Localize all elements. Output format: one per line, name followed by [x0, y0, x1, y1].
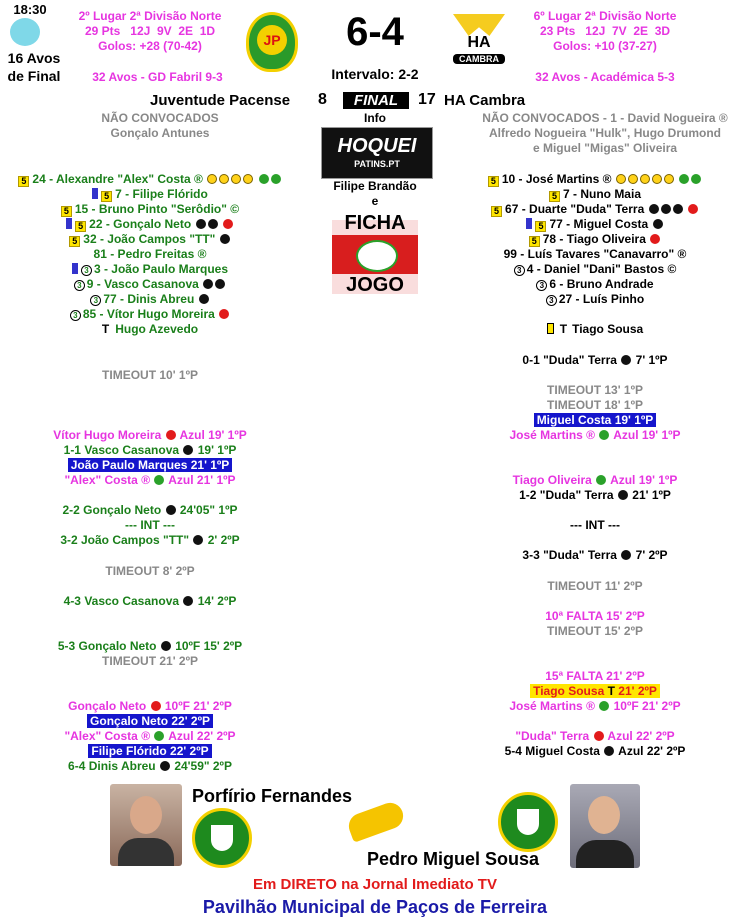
- green-card-icon: [679, 174, 689, 184]
- green-card-icon: [259, 174, 269, 184]
- red-dot-icon: [594, 731, 604, 741]
- coach-icon: T: [559, 322, 568, 336]
- player-name: 7 - Filipe Flórido: [115, 187, 208, 201]
- shield-icon: [211, 825, 233, 851]
- home-event: TIMEOUT 21' 2ºP: [102, 654, 198, 668]
- ficha-stick-icon: [356, 240, 398, 272]
- player-name: 67 - Duarte "Duda" Terra: [505, 202, 645, 216]
- home-player-85: [0, 307, 300, 322]
- home-player-22: [0, 217, 300, 232]
- player-name: 22 - Gonçalo Neto: [89, 217, 192, 231]
- player-name: 9 - Vasco Casanova: [86, 277, 199, 291]
- goal-icon: [199, 294, 209, 304]
- player-name: 4 - Daniel "Dani" Bastos ©: [526, 262, 677, 276]
- person-icon: [588, 796, 620, 834]
- away-event: Tiago Oliveira Azul 19' 1ºP: [512, 473, 678, 487]
- home-event: 1-1 Vasco Casanova 19' 1ºP: [63, 443, 237, 457]
- home-player-15: [0, 202, 300, 217]
- yellow-dot-icon: [219, 174, 229, 184]
- goal-icon: [649, 204, 659, 214]
- round-line1: 16 Avos: [7, 50, 61, 66]
- score: 6-4: [346, 10, 404, 54]
- player-name: 15 - Bruno Pinto "Serôdio" ©: [74, 202, 240, 216]
- away-player-67: [440, 202, 750, 217]
- home-goals: Golos: +28 (70-42): [98, 39, 202, 53]
- red-dot-icon: [650, 234, 660, 244]
- player-name: 77 - Miguel Costa: [549, 217, 649, 231]
- red-dot-icon: [151, 701, 161, 711]
- goal-icon: [604, 746, 614, 756]
- red-dot-icon: [219, 309, 229, 319]
- away-logo-star: [453, 14, 505, 36]
- blue-card-event: Filipe Flórido 22' 2ºP: [88, 744, 211, 758]
- home-player-77: [0, 292, 300, 307]
- away-team-name: HA Cambra: [444, 92, 526, 109]
- blue-card-event: Miguel Costa 19' 1ºP: [534, 413, 657, 427]
- live-broadcast: Em DIRETO na Jornal Imediato TV: [253, 876, 497, 893]
- home-score-total: 8: [318, 91, 327, 108]
- away-event: [440, 684, 750, 699]
- blue-card-icon: [526, 218, 532, 229]
- away-previous: 32 Avos - Académica 5-3: [535, 70, 675, 84]
- away-standing: 6º Lugar 2ª Divisão Norte: [533, 9, 677, 23]
- home-event: [0, 458, 300, 473]
- coach-icon: T: [607, 684, 615, 698]
- away-player-78: [440, 232, 750, 247]
- green-card-icon: [596, 475, 606, 485]
- away-coach: [440, 322, 750, 337]
- goal-icon: [183, 445, 193, 455]
- green-card-icon: [154, 475, 164, 485]
- player-name: 78 - Tiago Oliveira: [542, 232, 646, 246]
- blue-card-icon: [72, 263, 78, 274]
- hoquei-logo-text: HOQUEI: [337, 135, 417, 157]
- three-badge: 3: [81, 265, 92, 276]
- home-absent-title: NÃO CONVOCADOS: [101, 111, 219, 125]
- shirt-icon: [576, 840, 634, 868]
- home-event: [0, 744, 300, 759]
- goal-icon: [161, 641, 171, 651]
- player-name: 81 - Pedro Freitas ®: [93, 247, 207, 261]
- yellow-dot-icon: [207, 174, 217, 184]
- home-logo-inner: JP: [257, 25, 287, 55]
- three-badge: 3: [514, 265, 525, 276]
- player-name: 99 - Luís Tavares "Canavarro" ®: [503, 247, 687, 261]
- goal-icon: [166, 505, 176, 515]
- player-name: 77 - Dinis Abreu: [103, 292, 195, 306]
- goal-icon: [215, 279, 225, 289]
- round-line2: de Final: [7, 68, 61, 84]
- home-player-32: [0, 232, 300, 247]
- goal-icon: [621, 550, 631, 560]
- match-time: 18:30: [13, 2, 47, 17]
- referee2-badge: [498, 792, 558, 852]
- five-badge: 5: [69, 236, 80, 247]
- five-badge: 5: [488, 176, 499, 187]
- away-goals: Golos: +10 (37-27): [553, 39, 657, 53]
- goal-icon: [618, 490, 628, 500]
- blue-card-event: Gonçalo Neto 22' 2ºP: [87, 714, 213, 728]
- away-absent-line3: e Miguel "Migas" Oliveira: [532, 141, 678, 155]
- green-card-icon: [599, 701, 609, 711]
- five-badge: 5: [18, 176, 29, 187]
- home-previous: 32 Avos - GD Fabril 9-3: [92, 70, 223, 84]
- three-badge: 3: [74, 280, 85, 291]
- home-team-name: Juventude Pacense: [150, 92, 291, 109]
- away-event: "Duda" Terra Azul 22' 2ºP: [515, 729, 675, 743]
- black-dot-icon: [208, 219, 218, 229]
- red-dot-icon: [166, 430, 176, 440]
- away-event: [440, 413, 750, 428]
- home-event: 6-4 Dinis Abreu 24'59" 2ºP: [68, 759, 232, 773]
- three-badge: 3: [536, 280, 547, 291]
- goal-icon: [673, 204, 683, 214]
- three-badge: 3: [546, 295, 557, 306]
- goal-icon: [653, 219, 663, 229]
- away-player-10: [440, 172, 750, 187]
- home-event: TIMEOUT 8' 2ºP: [105, 564, 195, 578]
- away-player-7: [440, 187, 750, 202]
- away-absent-line1: NÃO CONVOCADOS - 1 - David Nogueira ®: [482, 111, 728, 125]
- five-badge: 5: [535, 221, 546, 232]
- referee2-photo: [570, 784, 640, 868]
- yellow-dot-icon: [231, 174, 241, 184]
- home-player-81: [0, 247, 300, 262]
- away-event: TIMEOUT 18' 1ºP: [547, 398, 643, 412]
- hoquei-logo-sub: PATINS.PT: [354, 159, 400, 169]
- yellow-dot-icon: [652, 174, 662, 184]
- blue-card-event: João Paulo Marques 21' 1ºP: [68, 458, 233, 472]
- away-player-77: [440, 217, 750, 232]
- green-card-icon: [691, 174, 701, 184]
- away-player-99: [440, 247, 750, 262]
- home-event: 4-3 Vasco Casanova 14' 2ºP: [63, 594, 237, 608]
- away-event: 0-1 "Duda" Terra 7' 1ºP: [522, 353, 668, 367]
- home-coach: [0, 322, 300, 337]
- three-badge: 3: [90, 295, 101, 306]
- five-badge: 5: [101, 191, 112, 202]
- five-badge: 5: [491, 206, 502, 217]
- home-event: [0, 714, 300, 729]
- away-logo-sub: CAMBRA: [453, 54, 505, 64]
- home-event: "Alex" Costa ® Azul 21' 1ºP: [64, 473, 236, 487]
- blue-card-icon: [92, 188, 98, 199]
- home-event: TIMEOUT 10' 1ºP: [102, 368, 198, 382]
- and-label: e: [371, 194, 379, 208]
- goal-icon: [193, 535, 203, 545]
- coach-icon: T: [101, 322, 110, 336]
- goal-icon: [160, 761, 170, 771]
- yellow-dot-icon: [664, 174, 674, 184]
- green-card-icon: [154, 731, 164, 741]
- black-dot-icon: [196, 219, 206, 229]
- goal-icon: [220, 234, 230, 244]
- home-event: "Alex" Costa ® Azul 22' 2ºP: [64, 729, 236, 743]
- player-name: 3 - João Paulo Marques: [93, 262, 229, 276]
- away-event: TIMEOUT 13' 1ºP: [547, 383, 643, 397]
- broadcaster-logo: [10, 18, 40, 46]
- home-standing: 2º Lugar 2ª Divisão Norte: [78, 9, 222, 23]
- green-card-icon: [599, 430, 609, 440]
- player-name: 7 - Nuno Maia: [562, 187, 641, 201]
- home-event: 5-3 Gonçalo Neto 10ºF 15' 2ºP: [57, 639, 243, 653]
- match-status: Intervalo: 2-2: [331, 66, 419, 82]
- referee2-name: Pedro Miguel Sousa: [367, 849, 540, 869]
- referee1-name: Porfírio Fernandes: [192, 786, 353, 806]
- five-badge: 5: [549, 191, 560, 202]
- yellow-card-icon: [547, 323, 554, 334]
- home-absent-names: Gonçalo Antunes: [110, 126, 210, 140]
- away-event: José Martins ® 10ºF 21' 2ºP: [509, 699, 681, 713]
- person-icon: [130, 796, 162, 834]
- away-event: 1-2 "Duda" Terra 21' 1ºP: [519, 488, 671, 502]
- home-player-7: [0, 187, 300, 202]
- player-name: Tiago Sousa: [572, 322, 644, 336]
- ficha-text: FICHA: [326, 212, 424, 235]
- five-badge: 5: [75, 221, 86, 232]
- shield-icon: [517, 809, 539, 835]
- away-player-6: [440, 277, 750, 292]
- shirt-icon: [118, 838, 174, 866]
- player-name: 32 - João Campos "TT": [83, 232, 216, 246]
- green-card-icon: [271, 174, 281, 184]
- away-event: TIMEOUT 11' 2ºP: [547, 579, 643, 593]
- hoquei-patins-logo: [321, 127, 433, 179]
- yellow-dot-icon: [628, 174, 638, 184]
- yellow-card-event: Tiago Sousa T 21' 2ºP: [530, 684, 660, 698]
- away-logo-text: HA: [467, 34, 491, 51]
- away-score-total: 17: [418, 91, 436, 108]
- yellow-dot-icon: [616, 174, 626, 184]
- player-name: 24 - Alexandre "Alex" Costa ®: [32, 172, 203, 186]
- jogo-text: JOGO: [326, 274, 424, 297]
- venue: Pavilhão Municipal de Paços de Ferreira: [202, 897, 548, 917]
- player-name: Hugo Azevedo: [115, 322, 199, 336]
- away-event: 3-3 "Duda" Terra 7' 2ºP: [522, 548, 668, 562]
- home-event: Vítor Hugo Moreira Azul 19' 1ºP: [53, 428, 247, 442]
- five-badge: 5: [61, 206, 72, 217]
- away-record: 23 Pts 12J 7V 2E 3D: [539, 24, 671, 38]
- commentator-name: Filipe Brandão: [333, 179, 417, 193]
- player-name: 27 - Luís Pinho: [558, 292, 645, 306]
- goal-icon: [621, 355, 631, 365]
- away-club-logo: [453, 14, 505, 70]
- away-player-4: [440, 262, 750, 277]
- ficha-jogo-logo: [326, 210, 424, 300]
- away-event: 15ª FALTA 21' 2ºP: [545, 669, 645, 683]
- away-event: 5-4 Miguel Costa Azul 22' 2ºP: [504, 744, 686, 758]
- yellow-dot-icon: [640, 174, 650, 184]
- referee1-badge: [192, 808, 252, 868]
- whistle-icon: [345, 799, 407, 843]
- player-name: 6 - Bruno Andrade: [549, 277, 654, 291]
- away-event: José Martins ® Azul 19' 1ºP: [509, 428, 681, 442]
- goal-icon: [661, 204, 671, 214]
- home-event: --- INT ---: [125, 518, 175, 532]
- away-event: TIMEOUT 15' 2ºP: [547, 624, 643, 638]
- home-event: 3-2 João Campos "TT" 2' 2ºP: [60, 533, 240, 547]
- home-player-24: [0, 172, 300, 187]
- home-player-3: [0, 262, 300, 277]
- home-event: 2-2 Gonçalo Neto 24'05" 1ºP: [62, 503, 238, 517]
- home-player-9: [0, 277, 300, 292]
- yellow-dot-icon: [243, 174, 253, 184]
- final-badge: FINAL: [343, 92, 409, 109]
- home-record: 29 Pts 12J 9V 2E 1D: [84, 24, 216, 38]
- red-dot-icon: [223, 219, 233, 229]
- away-player-27: [440, 292, 750, 307]
- home-club-logo: [246, 12, 298, 72]
- player-name: 85 - Vítor Hugo Moreira: [82, 307, 215, 321]
- referee1-photo: [110, 784, 182, 866]
- blue-card-icon: [66, 218, 72, 229]
- goal-icon: [183, 596, 193, 606]
- goal-icon: [203, 279, 213, 289]
- away-event: 10ª FALTA 15' 2ºP: [545, 609, 645, 623]
- info-label: Info: [364, 111, 386, 125]
- player-name: 10 - José Martins ®: [501, 172, 612, 186]
- three-badge: 3: [70, 310, 81, 321]
- five-badge: 5: [529, 236, 540, 247]
- away-absent-line2: Alfredo Nogueira "Hulk", Hugo Drumond: [488, 126, 722, 140]
- away-event: --- INT ---: [570, 518, 620, 532]
- home-event: Gonçalo Neto 10ºF 21' 2ºP: [68, 699, 232, 713]
- red-dot-icon: [688, 204, 698, 214]
